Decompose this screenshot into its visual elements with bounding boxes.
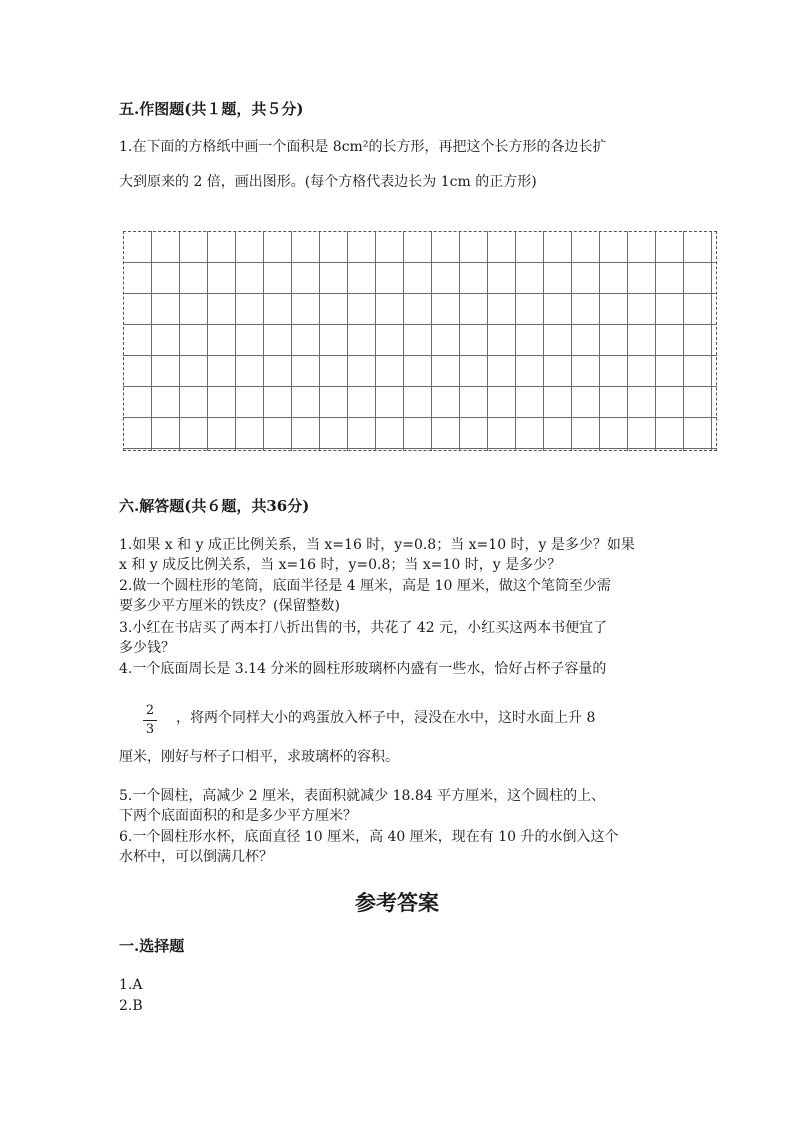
answer-item-2: 2.B bbox=[119, 998, 143, 1014]
fraction-numerator: 2 bbox=[145, 703, 155, 718]
s5-q1-line2: 大到原来的 2 倍，画出图形。(每个方格代表边长为 1cm 的正方形) bbox=[119, 174, 537, 190]
s6-q1-line2: x 和 y 成反比例关系，当 x=16 时，y=0.8；当 x=10 时，y 是多少？ bbox=[119, 557, 562, 573]
s5-q1-line1: 1.在下面的方格纸中画一个面积是 8cm²的长方形，再把这个长方形的各边长扩 bbox=[119, 139, 607, 155]
s6-q4-line3: 厘米，刚好与杯子口相平，求玻璃杯的容积。 bbox=[119, 749, 399, 765]
s6-q3-line2: 多少钱？ bbox=[119, 640, 175, 656]
s6-q5-line2: 下两个底面面积的和是多少平方厘米？ bbox=[119, 808, 357, 824]
s6-q2-line1: 2.做一个圆柱形的笔筒，底面半径是 4 厘米，高是 10 厘米，做这个笔筒至少需 bbox=[119, 578, 611, 594]
answer-item-1: 1.A bbox=[119, 977, 143, 993]
s6-q4-line1: 4.一个底面周长是 3.14 分米的圆柱形玻璃杯内盛有一些水，恰好占杯子容量的 bbox=[119, 661, 607, 677]
section6-title: 六.解答题(共６题，共36分) bbox=[119, 497, 310, 515]
fraction-denominator: 3 bbox=[145, 722, 155, 737]
s6-q1-line1: 1.如果 x 和 y 成正比例关系，当 x=16 时，y=0.8；当 x=10 时，y 是多少？如果 bbox=[119, 537, 635, 553]
s6-q4-line2: ，将两个同样大小的鸡蛋放入杯子中，浸没在水中，这时水面上升 8 bbox=[176, 710, 596, 726]
s6-q6-line1: 6.一个圆柱形水杯，底面直径 10 厘米，高 40 厘米，现在有 10 升的水倒入这个 bbox=[119, 829, 619, 845]
fraction-two-thirds bbox=[143, 703, 157, 738]
answers-section1-title: 一.选择题 bbox=[119, 937, 185, 955]
s6-q6-line2: 水杯中，可以倒满几杯？ bbox=[119, 849, 273, 865]
s6-q3-line1: 3.小红在书店买了两本打八折出售的书，共花了 42 元，小红买这两本书便宜了 bbox=[119, 620, 608, 636]
s6-q2-line2: 要多少平方厘米的铁皮？(保留整数) bbox=[119, 598, 340, 614]
answer-key-title: 参考答案 bbox=[355, 890, 439, 915]
section5-title: 五.作图题(共１题，共５分) bbox=[119, 100, 304, 118]
fraction-bar bbox=[143, 720, 157, 721]
square-grid-paper bbox=[123, 231, 717, 451]
s6-q5-line1: 5.一个圆柱，高减少 2 厘米，表面积就减少 18.84 平方厘米，这个圆柱的上、 bbox=[119, 788, 606, 804]
